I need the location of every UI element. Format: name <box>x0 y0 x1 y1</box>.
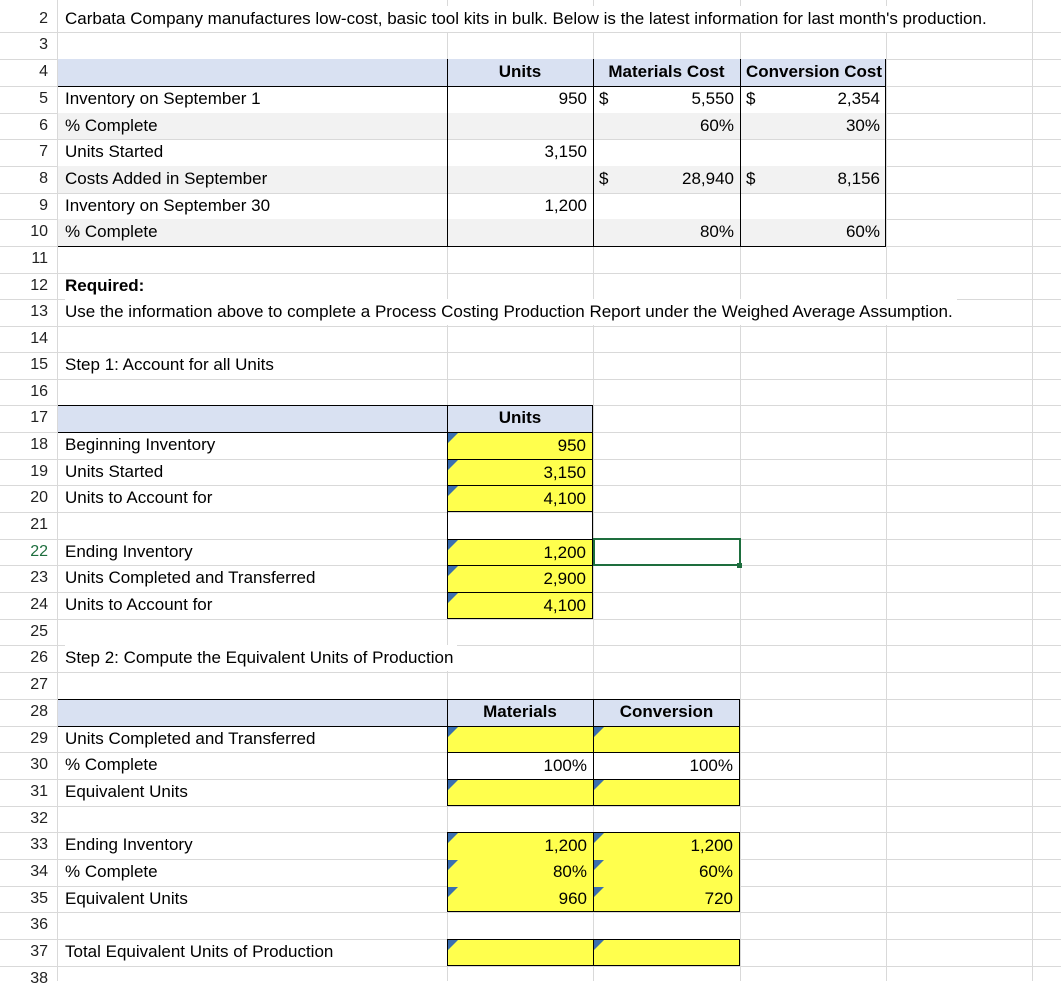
border-line <box>447 511 593 512</box>
row-number[interactable]: 18 <box>30 436 48 453</box>
border-line <box>447 512 448 539</box>
step2-label: % Complete <box>65 862 158 881</box>
step2-conversion-input[interactable]: 720 <box>594 886 739 911</box>
info-units-cell[interactable]: 1,200 <box>544 196 587 215</box>
row-number[interactable]: 30 <box>30 756 48 773</box>
step1-title: Step 1: Account for all Units <box>65 355 274 374</box>
row-number[interactable]: 36 <box>30 916 48 933</box>
row-number[interactable]: 10 <box>30 223 48 240</box>
currency-symbol: $ <box>599 169 609 188</box>
row-number[interactable]: 37 <box>30 943 48 960</box>
row-number[interactable]: 28 <box>30 703 48 720</box>
grid-line <box>0 32 1061 33</box>
info-label: Costs Added in September <box>65 169 268 188</box>
row-number[interactable]: 2 <box>39 10 48 27</box>
comment-indicator-icon <box>448 460 458 470</box>
step2-title: Step 2: Compute the Equivalent Units of Production <box>65 645 457 671</box>
comment-indicator-icon <box>594 940 604 950</box>
row-number[interactable]: 22 <box>30 543 48 560</box>
step1-input-cell[interactable]: 4,100 <box>448 592 592 618</box>
row-number[interactable]: 14 <box>30 330 48 347</box>
row-number[interactable]: 15 <box>30 356 48 373</box>
step2-conversion-input[interactable]: 60% <box>594 859 739 886</box>
currency-symbol: $ <box>599 89 609 108</box>
step2-label: Ending Inventory <box>65 835 193 854</box>
step2-label: Equivalent Units <box>65 889 188 908</box>
border-line <box>58 405 593 406</box>
info-conversion-cell[interactable]: 60% <box>845 222 880 241</box>
comment-indicator-icon <box>448 887 458 897</box>
step2-materials-input[interactable]: 960 <box>448 886 593 911</box>
grid-line <box>1032 0 1033 981</box>
selected-cell[interactable] <box>593 538 741 566</box>
step2-label: Units Completed and Transferred <box>65 729 316 748</box>
currency-symbol: $ <box>746 89 756 108</box>
border-line <box>592 405 593 512</box>
row-number[interactable]: 8 <box>39 170 48 187</box>
row-number[interactable]: 29 <box>30 730 48 747</box>
comment-indicator-icon <box>448 833 458 843</box>
step2-materials-input[interactable] <box>448 727 593 752</box>
info-label: Inventory on September 1 <box>65 89 261 108</box>
step2-header-materials: Materials <box>483 702 557 721</box>
row-number[interactable]: 38 <box>30 970 48 987</box>
required-text: Use the information above to complete a Process Costing Production Report under the Weighed Average Assumption. <box>65 299 957 325</box>
step2-materials-input[interactable] <box>448 779 593 805</box>
step1-label: Ending Inventory <box>65 542 193 561</box>
info-header-units: Units <box>498 62 542 81</box>
row-number[interactable]: 19 <box>30 463 48 480</box>
comment-indicator-icon <box>448 727 458 737</box>
comment-indicator-icon <box>448 860 458 870</box>
info-materials-cell[interactable] <box>593 166 740 192</box>
step2-conversion-cell[interactable]: 100% <box>594 752 739 779</box>
info-conversion-cell[interactable] <box>740 166 886 192</box>
step1-header-units: Units <box>498 408 542 427</box>
grid-line <box>0 912 1061 913</box>
grid-line <box>0 672 1061 673</box>
grid-line <box>0 966 1061 967</box>
grid-line <box>0 273 1061 274</box>
comment-indicator-icon <box>448 540 458 550</box>
row-number[interactable]: 32 <box>30 810 48 827</box>
comment-indicator-icon <box>448 940 458 950</box>
row-number[interactable]: 4 <box>39 63 48 80</box>
step1-label: Units to Account for <box>65 488 213 507</box>
row-number[interactable]: 11 <box>31 250 48 267</box>
comment-indicator-icon <box>448 433 458 443</box>
required-heading: Required: <box>65 276 145 295</box>
step2-conversion-input[interactable]: 1,200 <box>594 833 739 859</box>
row-number[interactable]: 24 <box>30 596 48 613</box>
step2-materials-input[interactable]: 1,200 <box>448 833 593 859</box>
row-number[interactable]: 21 <box>30 516 48 533</box>
row-number[interactable]: 17 <box>30 409 48 426</box>
grid-line <box>0 619 1061 620</box>
step2-label: Total Equivalent Units of Production <box>65 942 334 961</box>
comment-indicator-icon <box>448 566 458 576</box>
row-number[interactable]: 16 <box>30 383 48 400</box>
row-number[interactable]: 34 <box>30 863 48 880</box>
comment-indicator-icon <box>594 887 604 897</box>
comment-indicator-icon <box>594 780 604 790</box>
info-label: Inventory on September 30 <box>65 196 271 215</box>
row-number[interactable]: 20 <box>30 489 48 506</box>
grid-line <box>0 806 1061 807</box>
step2-conversion-input[interactable] <box>594 940 739 965</box>
step2-materials-cell[interactable]: 100% <box>448 752 593 779</box>
comment-indicator-icon <box>594 833 604 843</box>
step2-label: % Complete <box>65 755 158 774</box>
comment-indicator-icon <box>594 860 604 870</box>
step1-label: Units Started <box>65 462 164 481</box>
info-conversion-cell[interactable]: 30% <box>845 116 880 135</box>
row-number[interactable]: 12 <box>30 277 48 294</box>
info-units-cell[interactable]: 3,150 <box>544 142 587 161</box>
cell-value: 28,940 <box>682 169 734 188</box>
info-label: Units Started <box>65 142 164 161</box>
intro-text: Carbata Company manufactures low-cost, basic tool kits in bulk. Below is the latest information for last month's production. <box>65 6 991 32</box>
step2-materials-input[interactable] <box>448 940 593 965</box>
row-number[interactable]: 5 <box>39 90 48 107</box>
step1-input-cell[interactable]: 2,900 <box>448 565 592 592</box>
step1-input-cell[interactable]: 3,150 <box>448 459 592 485</box>
info-header-materials: Materials Cost <box>608 62 725 81</box>
row-number[interactable]: 23 <box>30 569 48 586</box>
step1-blank-cell[interactable] <box>448 513 592 538</box>
comment-indicator-icon <box>448 486 458 496</box>
row-number[interactable]: 7 <box>39 143 48 160</box>
border-line <box>58 699 740 700</box>
comment-indicator-icon <box>448 593 458 603</box>
info-header-conversion: Conversion Cost <box>746 62 883 81</box>
step2-conversion-input[interactable] <box>594 779 739 805</box>
fill-handle[interactable] <box>737 563 742 568</box>
step1-label: Units Completed and Transferred <box>65 568 316 587</box>
row-number[interactable]: 9 <box>39 197 48 214</box>
step1-input-cell[interactable]: 4,100 <box>448 485 592 511</box>
step1-label: Beginning Inventory <box>65 435 216 454</box>
info-materials-cell[interactable]: 80% <box>699 222 734 241</box>
grid-line <box>57 0 58 981</box>
row-number[interactable]: 25 <box>30 623 48 640</box>
step2-header-conversion: Conversion <box>619 702 714 721</box>
step1-input-cell[interactable]: 1,200 <box>448 540 592 565</box>
border-line <box>592 512 593 539</box>
info-label: % Complete <box>65 116 158 135</box>
info-units-cell[interactable]: 950 <box>558 89 587 108</box>
border-line <box>447 805 740 806</box>
info-conversion-cell[interactable] <box>740 86 886 112</box>
grid-line <box>886 0 887 981</box>
border-line <box>58 246 886 247</box>
grid-line <box>0 326 1061 327</box>
currency-symbol: $ <box>746 169 756 188</box>
info-materials-cell[interactable]: 60% <box>699 116 734 135</box>
comment-indicator-icon <box>594 727 604 737</box>
step1-label: Units to Account for <box>65 595 213 614</box>
row-number[interactable]: 26 <box>30 649 48 666</box>
grid-line <box>0 379 1061 380</box>
row-number[interactable]: 3 <box>39 36 48 53</box>
step2-label: Equivalent Units <box>65 782 188 801</box>
step1-input-cell[interactable]: 950 <box>448 433 592 459</box>
row-number[interactable]: 13 <box>30 303 48 320</box>
row-number[interactable]: 27 <box>30 676 48 693</box>
cell-value: 5,550 <box>691 89 734 108</box>
border-line <box>739 699 740 806</box>
row-number[interactable]: 35 <box>30 890 48 907</box>
step2-materials-input[interactable]: 80% <box>448 859 593 886</box>
comment-indicator-icon <box>448 780 458 790</box>
info-materials-cell[interactable] <box>593 86 740 112</box>
step2-conversion-input[interactable] <box>594 727 739 752</box>
row-number[interactable]: 6 <box>39 117 48 134</box>
info-label: % Complete <box>65 222 158 241</box>
row-number[interactable]: 33 <box>30 836 48 853</box>
cell-value: 8,156 <box>837 169 880 188</box>
row-number[interactable]: 31 <box>30 783 48 800</box>
cell-value: 2,354 <box>837 89 880 108</box>
